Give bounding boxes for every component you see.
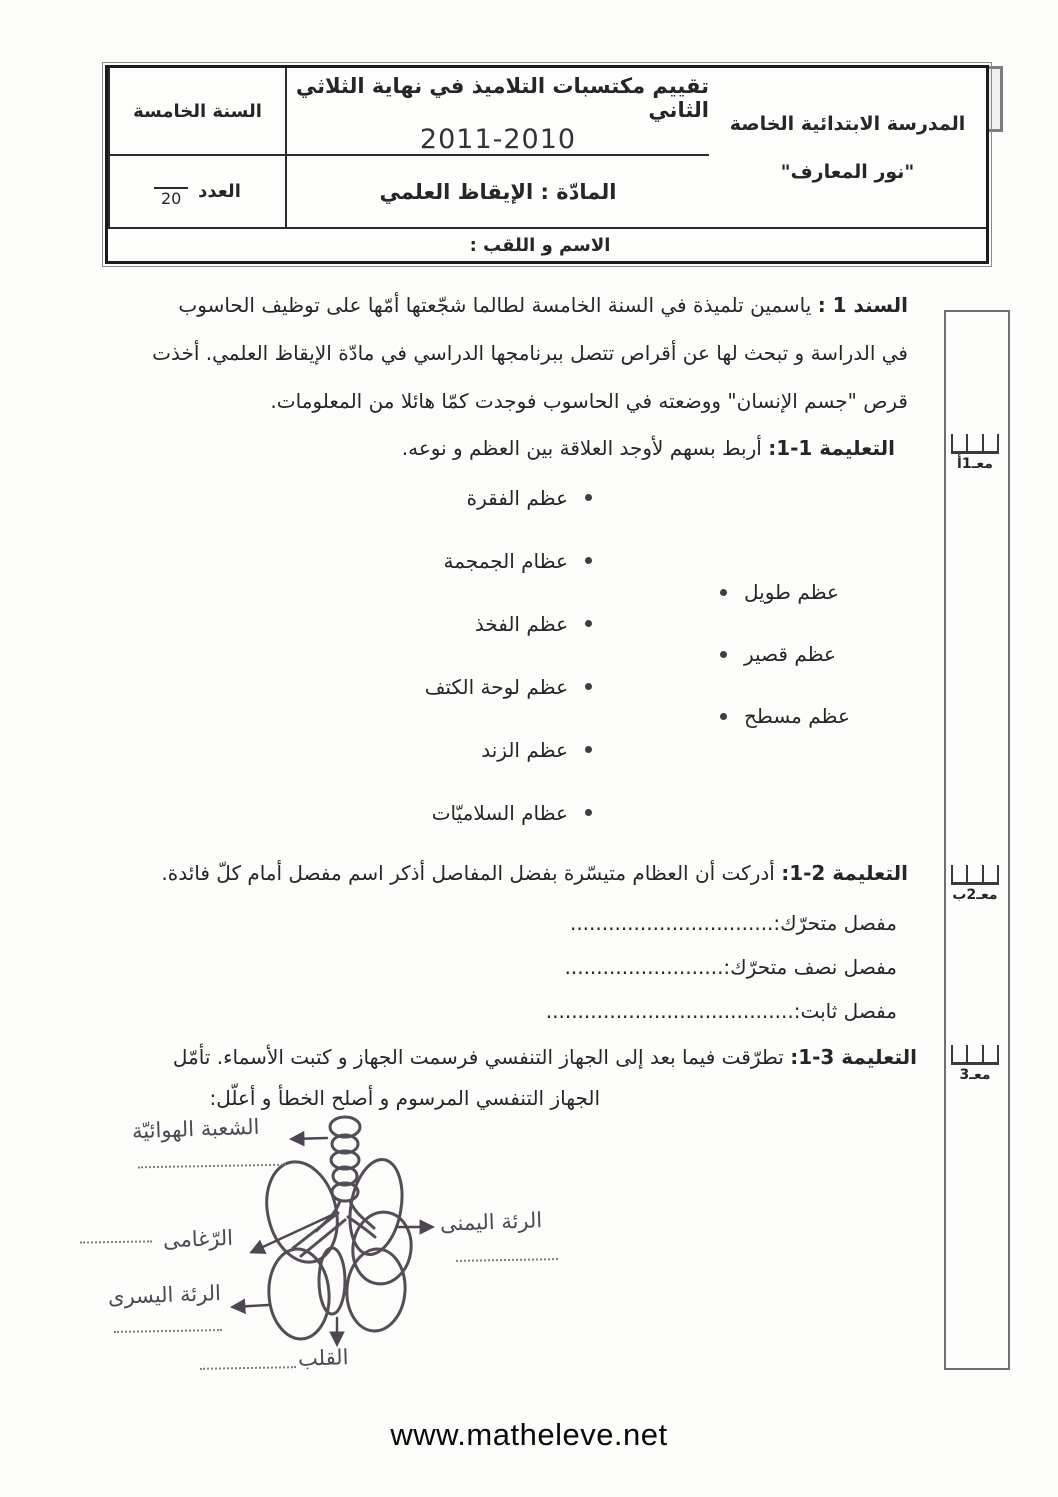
instruction-1-1-lead: التعليمة 1-1:: [768, 436, 895, 460]
bone-type-label: عظم مسطح: [744, 704, 850, 728]
right-lung-label: الرئة اليمنى: [439, 1208, 543, 1236]
bone-item: [400, 592, 592, 655]
score-max: 20: [160, 189, 182, 208]
support-lead: السند 1 :: [817, 293, 908, 317]
bronchial-tube-label: الشعبة الهوائيّة: [131, 1114, 260, 1144]
bone-type-label: عظم قصير: [744, 642, 836, 666]
school-name-line2: "نور المعارف": [780, 160, 915, 183]
score-ticks-icon: [951, 865, 999, 885]
evaluation-title: تقييم مكتسبات التلاميذ في نهاية الثلاثي الثاني: [295, 73, 709, 122]
trachea-arrow: [252, 1215, 332, 1252]
bone-types-list: [720, 561, 890, 747]
bone-label: عظام السلاميّات: [431, 800, 568, 825]
criterion-label-3: معـ3: [959, 1067, 991, 1083]
left-lung-label: الرئة اليسرى: [107, 1281, 222, 1309]
joint-answer-line-1: مفصل متحرّك:................................: [569, 911, 897, 935]
bone-item: [400, 466, 592, 529]
heart-label: القلب: [297, 1345, 349, 1371]
bones-list: [400, 466, 592, 844]
instruction-1-1-text: أربط بسهم لأوجد العلاقة بين العظم و نوعه.: [401, 436, 762, 460]
respiratory-system-diagram: [80, 1115, 640, 1400]
scoring-mark-2: [951, 865, 999, 903]
bone-type-item: [720, 561, 890, 623]
criterion-label-2: معـ2ب: [952, 887, 998, 903]
subject-cell: المادّة : الإيقاظ العلمي: [285, 156, 709, 227]
score-fraction: [154, 176, 188, 207]
name-row: الاسم و اللقب :: [108, 227, 986, 261]
instruction-3-1-line-2: الجهاز التنفسي المرسوم و أصلح الخطأ و أعلّل:: [209, 1086, 600, 1110]
bone-label: عظم الفخذ: [474, 611, 568, 636]
bullet-icon: [585, 683, 592, 690]
trachea-label: الرّغامى: [162, 1225, 234, 1253]
bone-item: [400, 718, 592, 781]
bone-item: [400, 529, 592, 592]
bullet-icon: [720, 713, 727, 720]
bullet-icon: [585, 746, 592, 753]
header-table: [105, 65, 989, 264]
bone-item: [400, 655, 592, 718]
score-label: العدد: [198, 181, 241, 202]
bone-type-item: [720, 623, 890, 685]
bone-type-item: [720, 685, 890, 747]
bone-label: عظم لوحة الكتف: [424, 674, 568, 699]
left-lung-arrow: [233, 1305, 268, 1307]
scoring-mark-1: [951, 434, 999, 472]
bullet-icon: [585, 494, 592, 501]
footer-url: www.matheleve.net: [390, 1417, 668, 1452]
bone-type-label: عظم طويل: [744, 580, 839, 604]
scoring-mark-3: [951, 1045, 999, 1083]
bullet-icon: [720, 651, 727, 658]
score-blank-line: [154, 176, 188, 189]
school-cell: [709, 68, 986, 227]
score-ticks-icon: [951, 434, 999, 454]
bullet-icon: [585, 809, 592, 816]
joint-answer-line-3: مفصل ثابت:.......................................: [545, 999, 897, 1023]
school-year: 2011-2010: [419, 123, 577, 155]
bronchial-tube-arrow: [292, 1138, 327, 1139]
support-line-2: في الدراسة و تبحث لها عن أقراص تتصل ببرنامجها الدراسي في مادّة الإيقاظ العلمي. أخذت: [152, 341, 908, 365]
bone-label: عظام الجمجمة: [443, 548, 568, 573]
bone-item: [400, 781, 592, 844]
support-line-1: [178, 290, 908, 320]
joint-answer-line-2: مفصل نصف متحرّك:.........................: [564, 955, 897, 979]
answer-dots: [80, 1236, 152, 1243]
bone-label: عظم الزند: [481, 737, 568, 762]
scoring-margin-column: [944, 310, 1010, 1370]
score-ticks-icon: [951, 1045, 999, 1065]
score-cell: [108, 156, 285, 227]
instruction-3-1-text: تطرّقت فيما بعد إلى الجهاز التنفسي فرسمت الجهاز و كتبت الأسماء. تأمّل: [172, 1045, 784, 1069]
school-name-line1: المدرسة الابتدائية الخاصة: [729, 112, 966, 135]
instruction-1-1-line: [402, 433, 895, 463]
instruction-2-1-text: أدركت أن العظام متيسّرة بفضل المفاصل أذكر اسم مفصل أمام كلّ فائدة.: [161, 861, 775, 885]
title-cell: [285, 68, 709, 156]
instruction-3-1-line-1: [173, 1042, 917, 1072]
instruction-2-1-lead: التعليمة 2-1:: [781, 861, 908, 885]
support-line-3: قرص "جسم الإنسان" ووضعته في الحاسوب فوجدت كمّا هائلا من المعلومات.: [270, 389, 908, 413]
criterion-label-1: معـ1أ: [957, 456, 993, 472]
support-text-1: ياسمين تلميذة في السنة الخامسة لطالما شجّعتها أمّها على توظيف الحاسوب: [178, 293, 812, 317]
instruction-3-1-lead: التعليمة 3-1:: [790, 1045, 917, 1069]
instruction-2-1-line: [161, 858, 908, 888]
bullet-icon: [585, 620, 592, 627]
bullet-icon: [585, 557, 592, 564]
bullet-icon: [720, 589, 727, 596]
bone-label: عظم الفقرة: [466, 485, 568, 510]
grade-cell: السنة الخامسة: [108, 68, 285, 156]
